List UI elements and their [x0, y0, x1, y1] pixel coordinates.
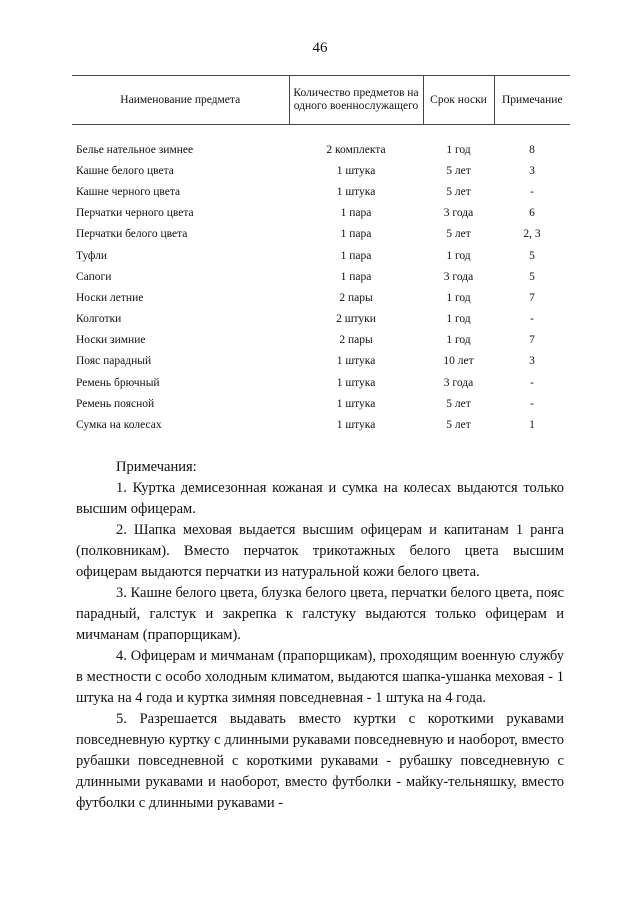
table-header-row: [72, 76, 570, 125]
wear-term-cell: 10 лет: [443, 355, 474, 368]
wear-term-cell: 1 год: [446, 143, 471, 156]
note-cell: 8: [529, 143, 535, 156]
quantity-cell: 1 штука: [336, 419, 376, 432]
wear-term-cell: 5 лет: [446, 397, 471, 410]
note-cell: -: [530, 376, 534, 389]
table-row: [72, 287, 570, 308]
item-name-cell: Ремень брючный: [76, 376, 160, 389]
note-cell: 5: [529, 270, 535, 283]
header-item-name: Наименование предмета: [72, 76, 289, 125]
wear-term-cell: 5 лет: [446, 185, 471, 198]
note-cell: 5: [529, 249, 535, 262]
table-row: [72, 245, 570, 266]
header-quantity: Количество предметов на одного военнослужащего: [289, 76, 423, 125]
table-row: [72, 414, 570, 435]
note-cell: 7: [529, 334, 535, 347]
quantity-cell: 1 штука: [336, 397, 376, 410]
table-row: [72, 139, 570, 160]
note-cell: 2, 3: [523, 228, 541, 241]
notes-section: [76, 457, 564, 814]
table-row: [72, 266, 570, 287]
wear-term-cell: 5 лет: [446, 419, 471, 432]
table-row: [72, 309, 570, 330]
item-name-cell: Пояс парадный: [76, 355, 152, 368]
quantity-cell: 2 комплекта: [326, 143, 386, 156]
note-cell: 3: [529, 355, 535, 368]
table-row: [72, 351, 570, 372]
quantity-cell: 1 пара: [340, 228, 372, 241]
table-row: [72, 393, 570, 414]
item-name-cell: Сумка на колесах: [76, 419, 162, 432]
header-wear-term: Срок носки: [423, 76, 494, 125]
note-paragraph-4: 4. Офицерам и мичманам (прапорщикам), проходящим военную службу в местности с особо холодным климатом, выдаются шапка-ушанка меховая - 1 штука на 4 года и куртка зимняя повседневная - 1 штука на 4 года.: [76, 648, 564, 706]
quantity-cell: 1 пара: [340, 249, 372, 262]
note-cell: 7: [529, 291, 535, 304]
page-number: 46: [312, 40, 328, 56]
table-body: [72, 139, 570, 436]
table-row: [72, 160, 570, 181]
wear-term-cell: 5 лет: [446, 164, 471, 177]
quantity-cell: 2 пары: [339, 334, 373, 347]
item-name-cell: Кашне черного цвета: [76, 185, 181, 198]
note-cell: 6: [529, 207, 535, 220]
note-paragraph-3: 3. Кашне белого цвета, блузка белого цвета, перчатки белого цвета, пояс парадный, галстук и закрепка к галстуку выдаются только офицерам и мичманам (прапорщикам).: [76, 585, 564, 643]
item-name-cell: Туфли: [76, 249, 107, 262]
note-paragraph-5: 5. Разрешается выдавать вместо куртки с короткими рукавами повседневную куртку с длинными рукавами повседневную и наоборот, вместо рубашки повседневной с короткими рукавами - рубашку повседневную с длинными рукавами и наоборот, вместо футболки - майку-тельняшку, вместо футболки с длинными рукавами -: [76, 711, 564, 811]
quantity-cell: 1 штука: [336, 185, 376, 198]
item-name-cell: Перчатки белого цвета: [76, 228, 188, 241]
item-name-cell: Ремень поясной: [76, 397, 155, 410]
header-note: Примечание: [494, 76, 570, 125]
item-name-cell: Сапоги: [76, 270, 112, 283]
table-row: [72, 181, 570, 202]
wear-term-cell: 1 год: [446, 249, 471, 262]
table-row: [72, 224, 570, 245]
quantity-cell: 1 штука: [336, 164, 376, 177]
item-name-cell: Кашне белого цвета: [76, 164, 174, 177]
table-row: [72, 203, 570, 224]
quantity-cell: 1 штука: [336, 376, 376, 389]
wear-term-cell: 1 год: [446, 313, 471, 326]
wear-term-cell: 5 лет: [446, 228, 471, 241]
item-name-cell: Перчатки черного цвета: [76, 207, 194, 220]
item-name-cell: Колготки: [76, 313, 122, 326]
wear-term-cell: 3 года: [443, 376, 474, 389]
table-row: [72, 372, 570, 393]
item-name-cell: Белье нательное зимнее: [76, 143, 194, 156]
wear-term-cell: 1 год: [446, 291, 471, 304]
quantity-cell: 1 пара: [340, 270, 372, 283]
note-cell: 3: [529, 164, 535, 177]
item-name-cell: Носки зимние: [76, 334, 146, 347]
wear-term-cell: 3 года: [443, 207, 474, 220]
quantity-cell: 2 штуки: [336, 313, 376, 326]
quantity-cell: 1 штука: [336, 355, 376, 368]
note-cell: -: [530, 185, 534, 198]
supply-table: [72, 75, 570, 436]
wear-term-cell: 1 год: [446, 334, 471, 347]
note-cell: -: [530, 313, 534, 326]
note-cell: 1: [529, 419, 535, 432]
item-name-cell: Носки летние: [76, 291, 144, 304]
note-paragraph-1: 1. Куртка демисезонная кожаная и сумка на колесах выдаются только высшим офицерам.: [76, 480, 564, 517]
wear-term-cell: 3 года: [443, 270, 474, 283]
note-cell: -: [530, 397, 534, 410]
quantity-cell: 1 пара: [340, 207, 372, 220]
note-paragraph-2: 2. Шапка меховая выдается высшим офицерам и капитанам 1 ранга (полковникам). Вместо перчаток трикотажных белого цвета высшим офицерам выдаются перчатки из натуральной кожи белого цвета.: [76, 522, 564, 580]
quantity-cell: 2 пары: [339, 291, 373, 304]
notes-title: Примечания:: [116, 459, 197, 475]
table-row: [72, 330, 570, 351]
